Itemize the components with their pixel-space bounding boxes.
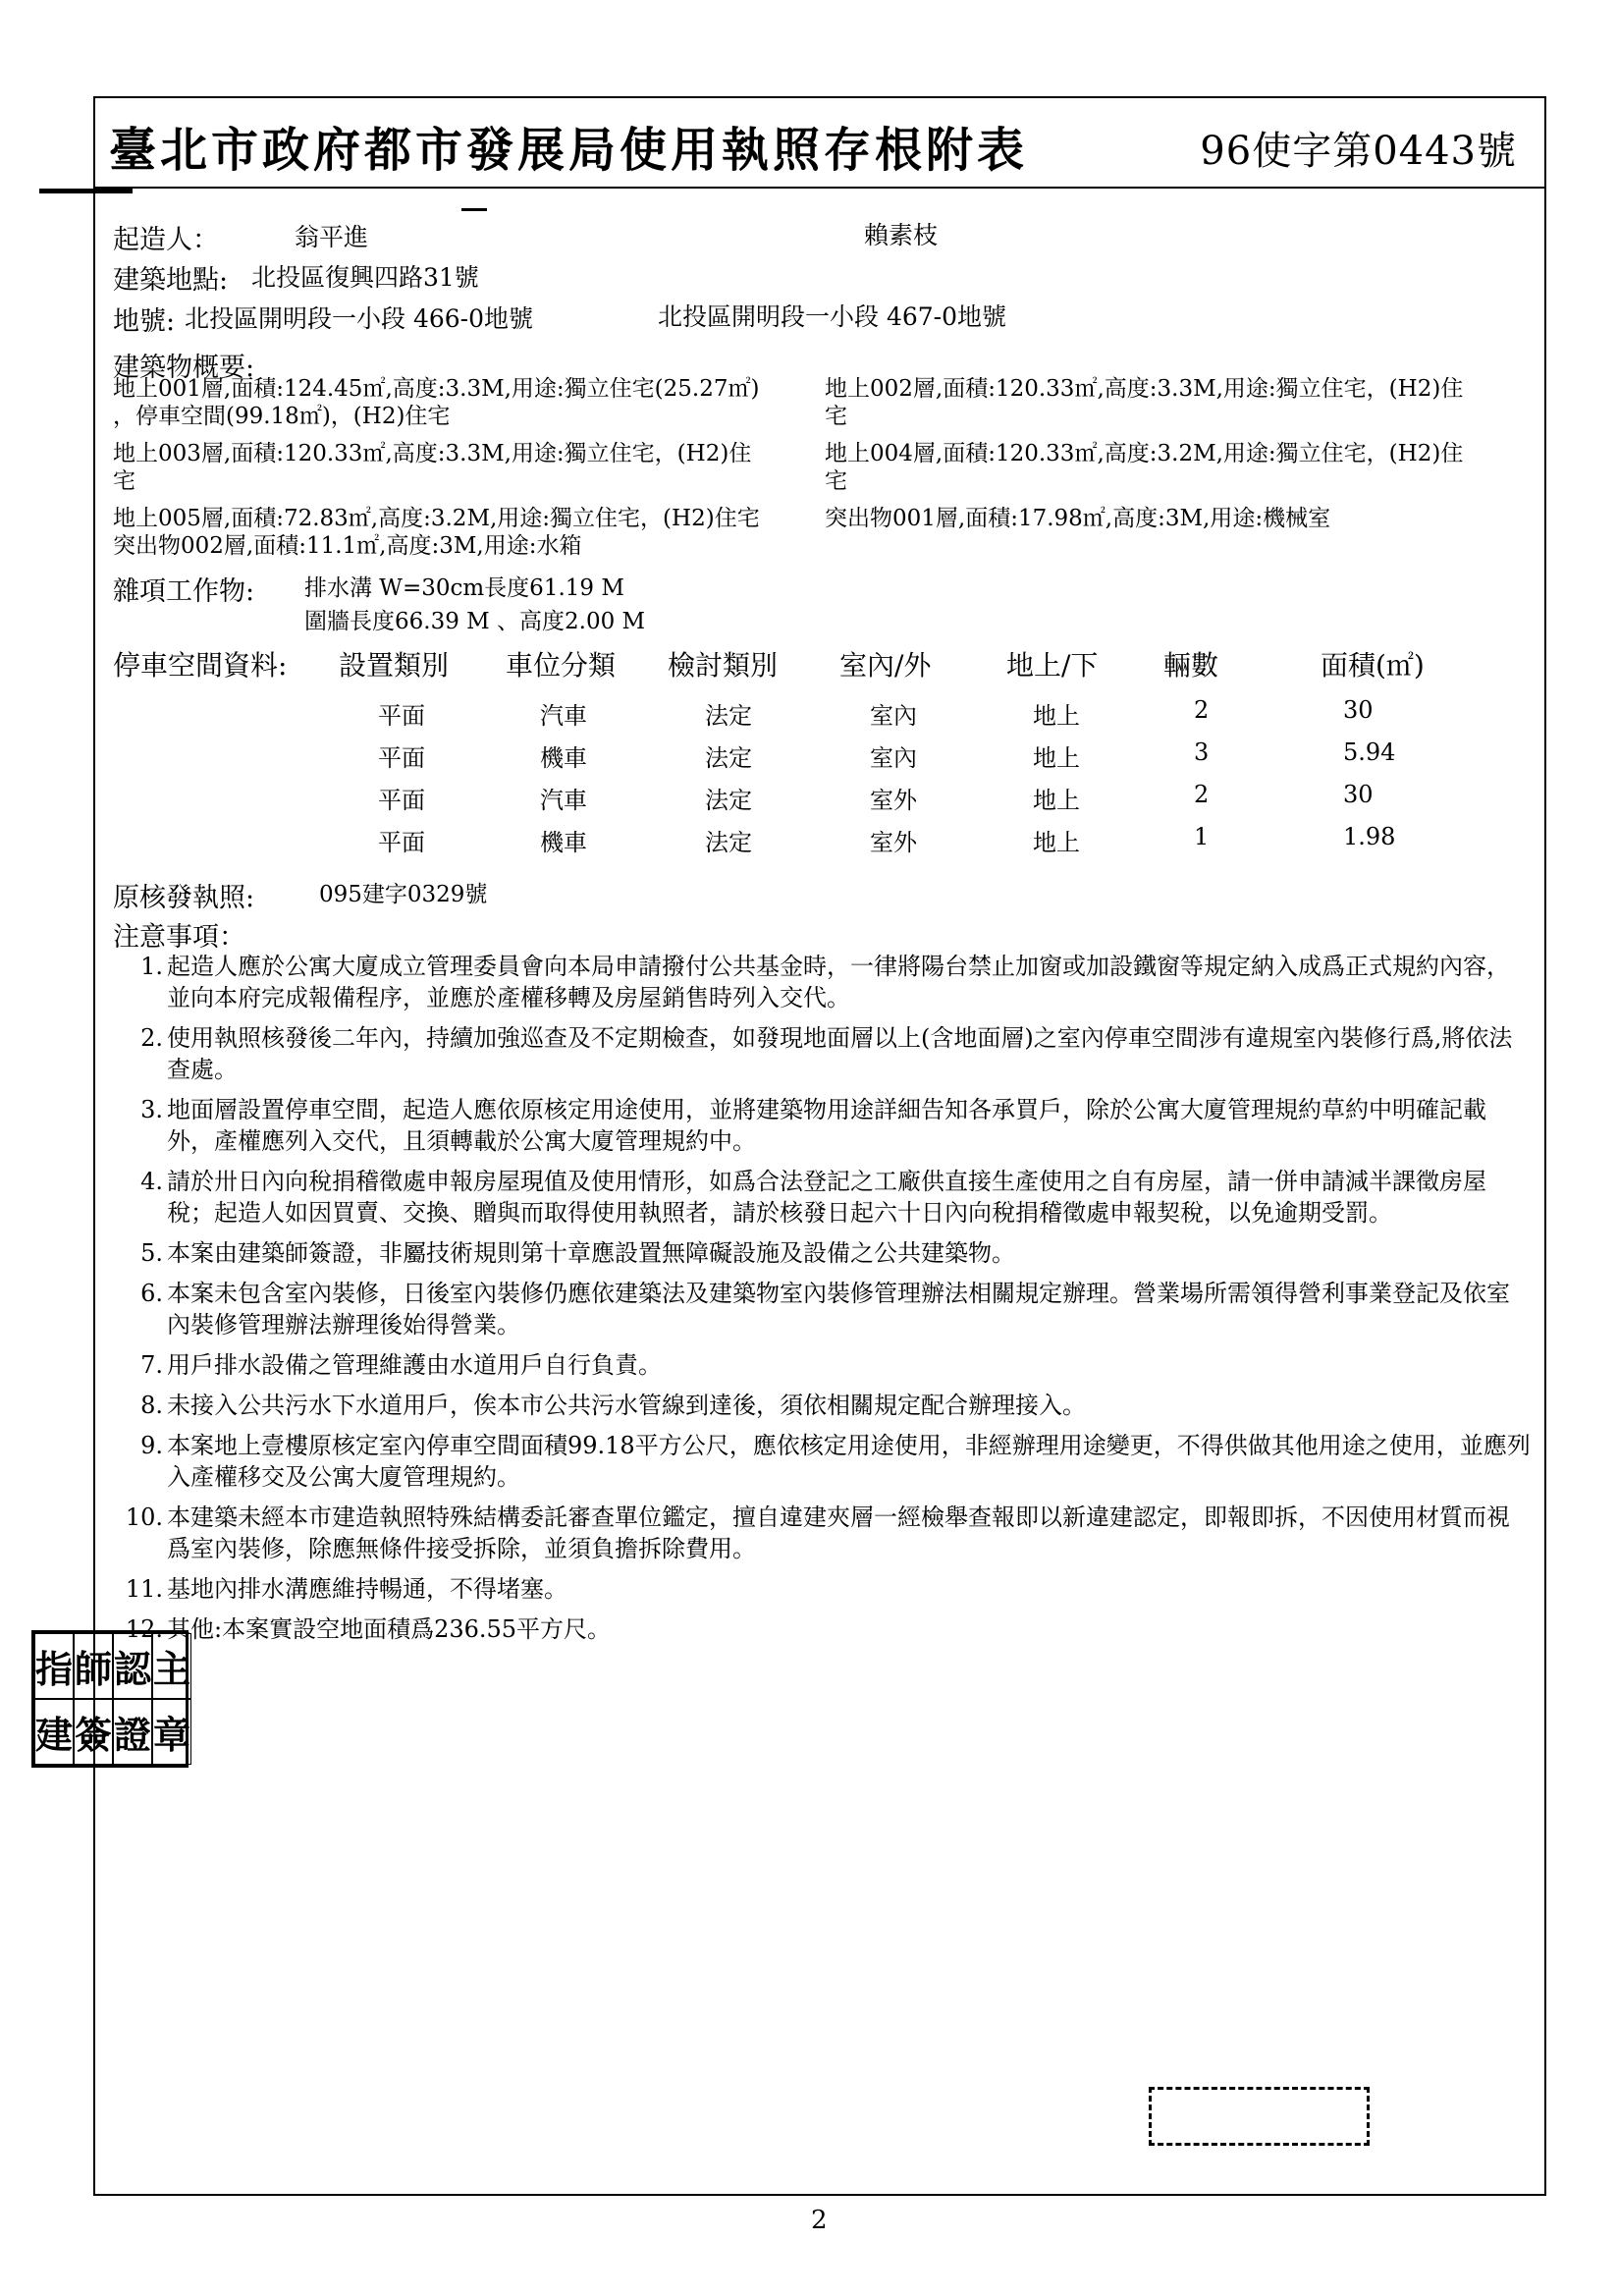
note-number: 1. (140, 953, 163, 980)
note-text: 本案未包含室內裝修，日後室內裝修仍應依建築法及建築物室內裝修管理辦法相關規定辦理。營業場所需領得營利事業登記及依室內裝修管理辦法辦理後始得營業。 (167, 1280, 1510, 1339)
parking-header-type: 設置類別 (339, 649, 450, 682)
lot-number-1: 北投區開明段一小段 466-0地號 (185, 304, 534, 333)
building-penthouse-2: 突出物002層,面積:11.1㎡,高度:3M,用途:水箱 (113, 533, 582, 559)
stamp-char: 指 (34, 1633, 74, 1699)
building-floor-3 (113, 440, 820, 495)
parking-cell: 室外 (870, 829, 917, 856)
note-item (128, 951, 1532, 1013)
building-floor-4-line2: 宅 (825, 468, 847, 494)
permit-number: 96使字第0443號 (1200, 129, 1517, 174)
note-text: 用戶排水設備之管理維護由水道用戶自行負責。 (167, 1351, 662, 1379)
note-number: 5. (140, 1239, 163, 1267)
note-item (128, 1166, 1532, 1229)
note-text: 使用執照核發後二年內，持續加強巡查及不定期檢查，如發現地面層以上(含地面層)之室內停車空間涉有違規室內裝修行爲,將依法查處。 (167, 1024, 1513, 1083)
note-text: 請於卅日內向稅捐稽徵處申報房屋現值及使用情形，如爲合法登記之工廠供直接生產使用之自有房屋，請一併申請減半課徵房屋稅；起造人如因買賣、交換、贈與而取得使用執照者，請於核發日起六十日內向稅捐稽徵處申報契稅，以免逾期受罰。 (167, 1168, 1486, 1227)
parking-cell: 3 (1194, 738, 1210, 766)
building-floor-1-line2: ，停車空間(99.18㎡)，(H2)住宅 (113, 404, 451, 429)
stamp-char: 簽 (74, 1699, 113, 1765)
note-item (128, 1022, 1532, 1085)
note-number: 10. (125, 1503, 163, 1531)
parking-cell: 機車 (540, 744, 587, 772)
parking-cell: 地上 (1033, 744, 1080, 772)
stamp-char: 主 (152, 1633, 191, 1699)
note-item (125, 1613, 1532, 1645)
original-permit-label: 原核發執照: (113, 883, 255, 913)
parking-table (0, 644, 1618, 860)
note-item (128, 1278, 1532, 1340)
parking-cell: 室外 (870, 787, 917, 814)
parking-cell: 30 (1343, 696, 1374, 724)
notes-label: 注意事項： (113, 922, 245, 953)
parking-cell: 5.94 (1343, 738, 1396, 766)
architect-seal-stamp (31, 1630, 189, 1768)
note-number: 9. (140, 1432, 163, 1459)
note-number: 6. (140, 1280, 163, 1307)
stamp-char: 認 (113, 1633, 152, 1699)
original-permit-value: 095建字0329號 (319, 882, 488, 907)
note-item (128, 1390, 1532, 1421)
note-text: 本案地上壹樓原核定室內停車空間面積99.18平方公尺，應依核定用途使用，非經辦理用途變更，不得供做其他用途之使用，並應列入產權移交及公寓大廈管理規約。 (167, 1432, 1531, 1491)
building-floor-2 (825, 375, 1532, 430)
note-item (128, 1237, 1532, 1269)
parking-cell: 2 (1194, 696, 1210, 724)
site-address: 北投區復興四路31號 (251, 263, 479, 292)
parking-cell: 2 (1194, 781, 1210, 808)
note-text: 起造人應於公寓大廈成立管理委員會向本局申請撥付公共基金時，一律將陽台禁止加窗或加設鐵窗等規定納入成爲正式規約內容，並向本府完成報備程序，並應於產權移轉及房屋銷售時列入交代。 (167, 953, 1510, 1011)
note-number: 7. (140, 1351, 163, 1379)
note-item (125, 1502, 1532, 1564)
building-penthouse-1: 突出物001層,面積:17.98㎡,高度:3M,用途:機械室 (825, 506, 1331, 531)
applicant-name-1: 翁平進 (295, 223, 369, 251)
parking-cell: 法定 (705, 744, 752, 772)
building-label: 建築物概要: (113, 353, 255, 383)
note-text: 地面層設置停車空間，起造人應依原核定用途使用，並將建築物用途詳細告知各承買戶，除於公寓大廈管理規約草約中明確記載外，產權應列入交代，且須轉載於公寓大廈管理規約中。 (167, 1096, 1486, 1155)
stamp-char: 證 (113, 1699, 152, 1765)
parking-cell: 汽車 (540, 702, 587, 730)
misc-works-label: 雜項工作物: (113, 576, 255, 607)
note-text: 本案由建築師簽證，非屬技術規則第十章應設置無障礙設施及設備之公共建築物。 (167, 1239, 1015, 1267)
parking-header-review: 檢討類別 (668, 649, 779, 682)
site-label: 建築地點: (113, 265, 229, 296)
parking-header-count: 輛數 (1163, 649, 1219, 682)
parking-cell: 汽車 (540, 787, 587, 814)
parking-cell: 平面 (378, 744, 425, 772)
parking-cell: 法定 (705, 702, 752, 730)
parking-cell: 法定 (705, 829, 752, 856)
parking-cell: 1 (1194, 823, 1210, 850)
parking-cell: 機車 (540, 829, 587, 856)
parking-cell: 地上 (1033, 702, 1080, 730)
note-item (128, 1430, 1532, 1493)
note-text: 未接入公共污水下水道用戶，俟本市公共污水管線到達後，須依相關規定配合辦理接入。 (167, 1392, 1086, 1419)
parking-header-level: 地上/下 (1006, 649, 1099, 682)
note-item (128, 1349, 1532, 1381)
building-floor-4-line1: 地上004層,面積:120.33㎡,高度:3.2M,用途:獨立住宅，(H2)住 (825, 441, 1464, 466)
lot-label: 地號: (113, 306, 176, 337)
note-text: 其他:本案實設空地面積爲236.55平方尺。 (167, 1615, 612, 1643)
parking-cell: 室內 (870, 702, 917, 730)
parking-cell: 平面 (378, 787, 425, 814)
building-floor-4 (825, 440, 1532, 495)
note-text: 基地內排水溝應維持暢通，不得堵塞。 (167, 1575, 567, 1603)
note-number: 4. (140, 1168, 163, 1195)
building-floor-2-line2: 宅 (825, 404, 847, 429)
stamp-char: 章 (152, 1699, 191, 1765)
parking-cell: 平面 (378, 702, 425, 730)
document-title: 臺北市政府都市發展局使用執照存根附表 (109, 123, 1029, 178)
page-number: 2 (811, 2206, 828, 2235)
seal-placeholder-box (1149, 2087, 1370, 2146)
parking-header-area: 面積(㎡) (1321, 649, 1425, 682)
parking-header-indoor: 室內/外 (839, 649, 932, 682)
parking-cell: 地上 (1033, 829, 1080, 856)
stamp-char: 師 (74, 1633, 113, 1699)
note-number: 11. (125, 1575, 163, 1603)
building-floor-1 (113, 375, 820, 430)
parking-cell: 平面 (378, 829, 425, 856)
misc-work-wall: 圍牆長度66.39 M 、高度2.00 M (304, 609, 646, 634)
parking-cell: 30 (1343, 781, 1374, 808)
note-item (125, 1573, 1532, 1605)
applicant-label: 起造人： (113, 225, 219, 255)
notes-list (125, 951, 1532, 1654)
misc-work-drain: 排水溝 W=30cm長度61.19 M (304, 575, 624, 601)
building-floor-3-line1: 地上003層,面積:120.33㎡,高度:3.3M,用途:獨立住宅，(H2)住 (113, 441, 752, 466)
parking-header-vehicle: 車位分類 (506, 649, 617, 682)
parking-cell: 室內 (870, 744, 917, 772)
building-floor-2-line1: 地上002層,面積:120.33㎡,高度:3.3M,用途:獨立住宅，(H2)住 (825, 376, 1464, 402)
note-number: 2. (140, 1024, 163, 1052)
parking-cell: 法定 (705, 787, 752, 814)
note-number: 3. (140, 1096, 163, 1123)
applicant-name-2: 賴素枝 (864, 221, 939, 249)
parking-cell: 1.98 (1343, 823, 1396, 850)
building-floor-5: 地上005層,面積:72.83㎡,高度:3.2M,用途:獨立住宅，(H2)住宅 (113, 506, 760, 531)
stamp-char: 建 (34, 1699, 74, 1765)
building-floor-1-line1: 地上001層,面積:124.45㎡,高度:3.3M,用途:獨立住宅(25.27㎡) (113, 376, 760, 402)
building-floor-3-line2: 宅 (113, 468, 135, 494)
title-bar (95, 98, 1544, 189)
note-number: 12. (125, 1615, 163, 1643)
note-number: 8. (140, 1392, 163, 1419)
note-text: 本建築未經本市建造執照特殊結構委託審查單位鑑定，擅自違建夾層一經檢舉查報即以新違建認定，即報即拆，不因使用材質而視爲室內裝修，除應無條件接受拆除，並須負擔拆除費用。 (167, 1503, 1510, 1562)
parking-label: 停車空間資料: (113, 649, 288, 682)
parking-cell: 地上 (1033, 787, 1080, 814)
note-item (128, 1094, 1532, 1157)
lot-number-2: 北投區開明段一小段 467-0地號 (658, 302, 1007, 331)
